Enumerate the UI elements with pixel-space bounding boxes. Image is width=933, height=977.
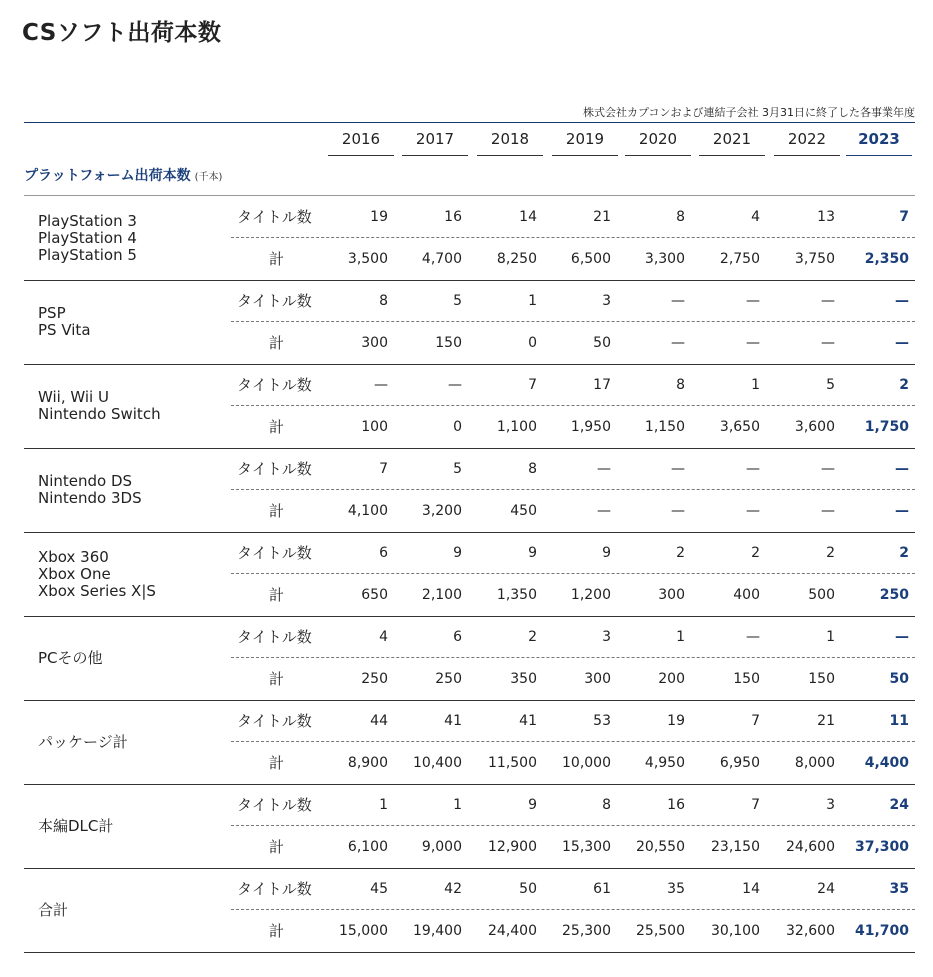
row-label: 計 — [269, 334, 285, 352]
value-cell: 8 — [676, 209, 685, 225]
value-cell: — — [746, 629, 760, 645]
value-cell: 7 — [899, 209, 909, 225]
value-cell: 6,500 — [570, 251, 611, 267]
value-cell: 4,400 — [864, 755, 909, 771]
value-cell: 41 — [444, 713, 462, 729]
value-cell: — — [671, 293, 685, 309]
value-cell: 150 — [808, 671, 835, 687]
value-cell: 250 — [879, 587, 909, 603]
value-cell: 9 — [453, 545, 462, 561]
value-cell: 3,500 — [347, 251, 388, 267]
row-label: 計 — [269, 838, 285, 856]
value-cell: 500 — [808, 587, 835, 603]
value-cell: 21 — [593, 209, 611, 225]
platform-name — [38, 616, 228, 700]
value-cell: 9,000 — [421, 839, 462, 855]
value-cell: 12,900 — [488, 839, 537, 855]
value-cell: — — [821, 503, 835, 519]
row-label: タイトル数 — [237, 712, 312, 730]
total-row — [229, 490, 915, 532]
value-cell: 19,400 — [413, 923, 462, 939]
page-title: CSソフト出荷本数 — [22, 20, 222, 46]
section-unit: (千本) — [194, 172, 223, 183]
fiscal-note: 株式会社カプコンおよび連結子会社 3月31日に終了した各事業年度 — [583, 106, 915, 119]
value-cell: 1,950 — [570, 419, 611, 435]
value-cell: 50 — [889, 671, 909, 687]
value-cell: — — [895, 335, 909, 351]
platform-group — [24, 868, 915, 953]
value-cell: — — [448, 377, 462, 393]
platform-line: Wii, Wii U — [38, 388, 109, 406]
value-cell: 16 — [667, 797, 685, 813]
value-cell: 24 — [817, 881, 835, 897]
value-cell: 3 — [826, 797, 835, 813]
value-cell: 8,250 — [496, 251, 537, 267]
platform-line: Xbox Series X|S — [38, 581, 156, 600]
value-cell: 7 — [528, 377, 537, 393]
value-cell: 61 — [593, 881, 611, 897]
value-cell: 17 — [593, 377, 611, 393]
value-cell: 16 — [444, 209, 462, 225]
total-row — [229, 406, 915, 448]
platform-line: 合計 — [38, 900, 69, 919]
value-cell: 11 — [889, 713, 909, 729]
value-cell: 35 — [889, 881, 909, 897]
year-header-2018: 2018 — [477, 126, 543, 156]
row-label: タイトル数 — [237, 796, 312, 814]
year-header-2016: 2016 — [328, 126, 394, 156]
value-cell: 14 — [742, 881, 760, 897]
row-label: 計 — [269, 586, 285, 604]
platform-name — [38, 784, 228, 868]
value-cell: 1 — [453, 797, 462, 813]
titles-row — [229, 784, 915, 826]
total-row — [229, 322, 915, 364]
value-cell: 50 — [593, 335, 611, 351]
value-cell: 11,500 — [488, 755, 537, 771]
value-cell: 45 — [370, 881, 388, 897]
value-cell: — — [895, 503, 909, 519]
platform-name — [38, 700, 228, 784]
titles-row — [229, 196, 915, 238]
titles-row — [229, 616, 915, 658]
value-cell: 8 — [676, 377, 685, 393]
value-cell: 53 — [593, 713, 611, 729]
total-row — [229, 574, 915, 616]
table-top-rule — [24, 122, 915, 123]
value-cell: 150 — [435, 335, 462, 351]
row-label: タイトル数 — [237, 376, 312, 394]
row-label: タイトル数 — [237, 628, 312, 646]
value-cell: 0 — [528, 335, 537, 351]
value-cell: 450 — [510, 503, 537, 519]
value-cell: 4 — [751, 209, 760, 225]
value-cell: — — [895, 461, 909, 477]
platform-line: PCその他 — [38, 648, 103, 667]
value-cell: 3,300 — [644, 251, 685, 267]
value-cell: 2 — [899, 377, 909, 393]
total-row — [229, 742, 915, 784]
platform-group — [24, 532, 915, 617]
row-label: タイトル数 — [237, 208, 312, 226]
platform-group — [24, 280, 915, 365]
platform-name — [38, 532, 228, 616]
row-label: 計 — [269, 418, 285, 436]
platform-name — [38, 868, 228, 952]
value-cell: 1 — [528, 293, 537, 309]
value-cell: 4 — [379, 629, 388, 645]
value-cell: 8 — [602, 797, 611, 813]
total-row — [229, 238, 915, 280]
value-cell: 1,750 — [864, 419, 909, 435]
value-cell: 6,950 — [719, 755, 760, 771]
value-cell: 6 — [453, 629, 462, 645]
value-cell: 4,950 — [644, 755, 685, 771]
year-header-2021: 2021 — [699, 126, 765, 156]
value-cell: 1 — [379, 797, 388, 813]
value-cell: — — [671, 335, 685, 351]
value-cell: 4,100 — [347, 503, 388, 519]
platform-name — [38, 448, 228, 532]
value-cell: 2 — [676, 545, 685, 561]
platform-group — [24, 700, 915, 785]
year-header-2022: 2022 — [774, 126, 840, 156]
value-cell: 44 — [370, 713, 388, 729]
value-cell: 14 — [519, 209, 537, 225]
section-label: プラットフォーム出荷本数 — [24, 168, 191, 184]
value-cell: 2 — [751, 545, 760, 561]
value-cell: 2,750 — [719, 251, 760, 267]
platform-line: PS Vita — [38, 321, 91, 339]
platform-line: Nintendo 3DS — [38, 489, 142, 507]
value-cell: 8 — [528, 461, 537, 477]
value-cell: — — [597, 461, 611, 477]
value-cell: — — [895, 629, 909, 645]
value-cell: 8,000 — [794, 755, 835, 771]
value-cell: 2,100 — [421, 587, 462, 603]
value-cell: 25,300 — [562, 923, 611, 939]
platform-group — [24, 364, 915, 449]
value-cell: 6,100 — [347, 839, 388, 855]
value-cell: — — [821, 293, 835, 309]
value-cell: 3,650 — [719, 419, 760, 435]
year-header-2020: 2020 — [625, 126, 691, 156]
platform-line: PlayStation 3 — [38, 211, 137, 230]
value-cell: 10,000 — [562, 755, 611, 771]
value-cell: 2 — [528, 629, 537, 645]
value-cell: 6 — [379, 545, 388, 561]
row-label: 計 — [269, 502, 285, 520]
value-cell: 15,000 — [339, 923, 388, 939]
value-cell: 1,200 — [570, 587, 611, 603]
value-cell: 5 — [453, 461, 462, 477]
value-cell: 650 — [361, 587, 388, 603]
value-cell: 250 — [435, 671, 462, 687]
value-cell: 3,600 — [794, 419, 835, 435]
value-cell: 7 — [751, 797, 760, 813]
value-cell: 24 — [889, 797, 909, 813]
titles-row — [229, 532, 915, 574]
row-label: 計 — [269, 250, 285, 268]
value-cell: 19 — [667, 713, 685, 729]
platform-name — [38, 280, 228, 364]
value-cell: 9 — [528, 797, 537, 813]
total-row — [229, 658, 915, 700]
value-cell: 10,400 — [413, 755, 462, 771]
row-label: 計 — [269, 670, 285, 688]
value-cell: 1,350 — [496, 587, 537, 603]
value-cell: 9 — [528, 545, 537, 561]
platform-line: Xbox 360 — [38, 547, 109, 566]
row-label: タイトル数 — [237, 460, 312, 478]
value-cell: 350 — [510, 671, 537, 687]
value-cell: 9 — [602, 545, 611, 561]
value-cell: 1 — [826, 629, 835, 645]
value-cell: — — [671, 503, 685, 519]
value-cell: 37,300 — [854, 839, 909, 855]
value-cell: 1,100 — [496, 419, 537, 435]
value-cell: 250 — [361, 671, 388, 687]
total-row — [229, 826, 915, 868]
year-header-2019: 2019 — [552, 126, 618, 156]
value-cell: 19 — [370, 209, 388, 225]
value-cell: 13 — [817, 209, 835, 225]
value-cell: 2 — [899, 545, 909, 561]
value-cell: — — [597, 503, 611, 519]
platform-group — [24, 784, 915, 869]
platform-line: PSP — [38, 304, 66, 322]
total-row — [229, 910, 915, 952]
section-heading — [24, 165, 222, 185]
row-label: 計 — [269, 922, 285, 940]
value-cell: 20,550 — [636, 839, 685, 855]
row-label: タイトル数 — [237, 880, 312, 898]
value-cell: — — [746, 461, 760, 477]
value-cell: 24,400 — [488, 923, 537, 939]
value-cell: 150 — [733, 671, 760, 687]
value-cell: 42 — [444, 881, 462, 897]
value-cell: — — [821, 335, 835, 351]
value-cell: 7 — [379, 461, 388, 477]
value-cell: 21 — [817, 713, 835, 729]
titles-row — [229, 700, 915, 742]
value-cell: — — [374, 377, 388, 393]
value-cell: 300 — [658, 587, 685, 603]
row-label: タイトル数 — [237, 292, 312, 310]
value-cell: — — [821, 461, 835, 477]
platform-line: Xbox One — [38, 564, 111, 583]
platform-line: Nintendo DS — [38, 472, 133, 490]
value-cell: 5 — [826, 377, 835, 393]
value-cell: 0 — [453, 419, 462, 435]
value-cell: 3,750 — [794, 251, 835, 267]
value-cell: — — [746, 293, 760, 309]
platform-line: PlayStation 4 — [38, 228, 137, 247]
value-cell: 2 — [826, 545, 835, 561]
value-cell: 2,350 — [864, 251, 909, 267]
value-cell: 400 — [733, 587, 760, 603]
value-cell: — — [746, 503, 760, 519]
platform-group — [24, 448, 915, 533]
value-cell: 200 — [658, 671, 685, 687]
value-cell: — — [895, 293, 909, 309]
platform-name — [38, 196, 228, 280]
value-cell: 100 — [361, 419, 388, 435]
value-cell: 24,600 — [786, 839, 835, 855]
value-cell: 32,600 — [786, 923, 835, 939]
value-cell: 3 — [602, 629, 611, 645]
year-header-row — [24, 126, 915, 156]
value-cell: 41 — [519, 713, 537, 729]
value-cell: — — [746, 335, 760, 351]
value-cell: 23,150 — [711, 839, 760, 855]
value-cell: 300 — [361, 335, 388, 351]
platform-line: PlayStation 5 — [38, 245, 137, 264]
value-cell: 5 — [453, 293, 462, 309]
titles-row — [229, 868, 915, 910]
value-cell: 50 — [519, 881, 537, 897]
value-cell: 1,150 — [644, 419, 685, 435]
value-cell: 30,100 — [711, 923, 760, 939]
titles-row — [229, 448, 915, 490]
value-cell: 8,900 — [347, 755, 388, 771]
platform-group — [24, 616, 915, 701]
value-cell: 1 — [751, 377, 760, 393]
year-header-2023: 2023 — [846, 126, 912, 156]
platform-line: Nintendo Switch — [38, 405, 161, 423]
value-cell: 7 — [751, 713, 760, 729]
titles-row — [229, 280, 915, 322]
value-cell: 8 — [379, 293, 388, 309]
titles-row — [229, 364, 915, 406]
platform-line: 本編DLC計 — [38, 816, 114, 835]
value-cell: 25,500 — [636, 923, 685, 939]
value-cell: — — [671, 461, 685, 477]
row-label: 計 — [269, 754, 285, 772]
value-cell: 1 — [676, 629, 685, 645]
row-label: タイトル数 — [237, 544, 312, 562]
platform-group — [24, 196, 915, 281]
value-cell: 35 — [667, 881, 685, 897]
value-cell: 3 — [602, 293, 611, 309]
value-cell: 300 — [584, 671, 611, 687]
value-cell: 15,300 — [562, 839, 611, 855]
platform-line: パッケージ計 — [38, 732, 128, 751]
year-header-2017: 2017 — [402, 126, 468, 156]
value-cell: 41,700 — [854, 923, 909, 939]
platform-name — [38, 364, 228, 448]
value-cell: 3,200 — [421, 503, 462, 519]
value-cell: 4,700 — [421, 251, 462, 267]
